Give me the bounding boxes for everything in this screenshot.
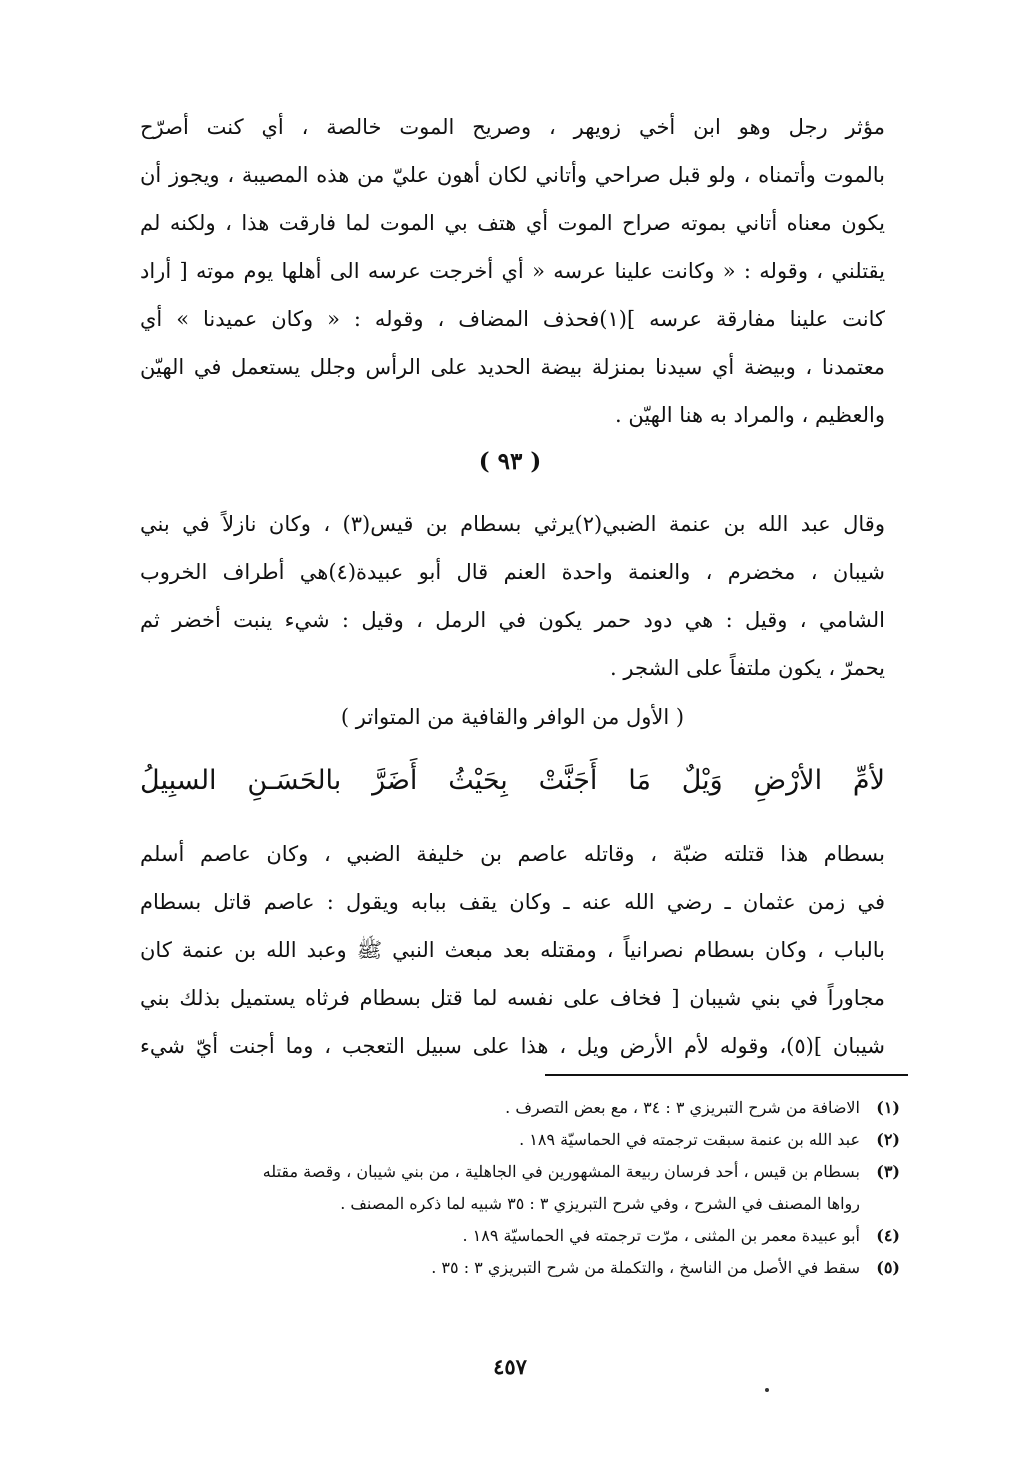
text-line: بالموت وأتمناه ، ولو قبل صراحي وأتاني لكان أهون عليّ من هذه المصيبة ، ويجوز أن <box>140 163 885 187</box>
footnote-text <box>140 1092 860 1124</box>
text-line: وقال عبد الله بن عنمة الضبي(٢)يرثي بسطام بن قيس(٣) ، وكان نازلاً في بني <box>140 512 885 536</box>
verse-word: الأرْضِ <box>753 765 823 796</box>
footnote-text <box>140 1252 860 1284</box>
verse-word: مَا <box>628 765 651 796</box>
footnote-text <box>140 1124 860 1156</box>
footnote-number: (٥) <box>876 1258 900 1277</box>
intro-paragraph <box>140 500 885 692</box>
footnote-number: (٢) <box>876 1130 900 1149</box>
print-mark <box>765 1388 769 1392</box>
text-line: بالباب ، وكان بسطام نصرانياً ، ومقتله بعد مبعث النبي ﷺ وعبد الله بن عنمة كان <box>140 938 885 962</box>
verse-word: السبِيلُ <box>140 765 217 796</box>
text-line: يكون معناه أتاني بموته صراح الموت أي هتف بي الموت لما فارقت هذا ، ولكنه لم <box>140 211 885 235</box>
meter-title: ( الأول من الوافر والقافية من المتواتر ) <box>340 705 685 729</box>
footnote-line: الاضافة من شرح التبريزي ٣ : ٣٤ ، مع بعض التصرف . <box>505 1098 860 1117</box>
verse-word: أَضَرَّ <box>372 765 418 796</box>
footnote <box>140 1124 900 1156</box>
footnote-line: سقط في الأصل من الناسخ ، والتكملة من شرح التبريزي ٣ : ٣٥ . <box>431 1258 860 1277</box>
text-line: يحمرّ ، يكون ملتفاً على الشجر . <box>610 656 885 680</box>
footnote <box>140 1156 900 1220</box>
footnote-number: (١) <box>876 1098 900 1117</box>
footnote-text <box>140 1220 860 1252</box>
page-number: ٤٥٧ <box>493 1354 527 1379</box>
text-line: معتمدنا ، وبيضة أي سيدنا بمنزلة بيضة الحديد على الرأس وجلل يستعمل في الهيّن <box>140 355 885 379</box>
text-line: شيبان ، مخضرم ، والعنمة واحدة العنم قال أبو عبيدة(٤)هي أطراف الخروب <box>140 560 885 584</box>
footnote-line: رواها المصنف في الشرح ، وفي شرح التبريزي ٣ : ٣٥ شبيه لما ذكره المصنف . <box>340 1194 860 1213</box>
text-line: يقتلني ، وقوله : « وكانت علينا عرسه « أي أخرجت عرسه الى أهلها يوم موته [ أراد <box>140 259 885 283</box>
text-line: الشامي ، وقيل : هي دود حمر يكون في الرمل ، وقيل : شيء ينبت أخضر ثم <box>140 608 885 632</box>
text-line: مجاوراً في بني شيبان [ فخاف على نفسه لما قتل بسطام فرثاه يستميل بذلك بني <box>140 986 885 1010</box>
footnote <box>140 1220 900 1252</box>
text-line: مؤثر رجل وهو ابن أخي زويهر ، وصريح الموت خالصة ، أي كنت أصرّح <box>140 115 885 139</box>
footnote-text <box>140 1156 860 1220</box>
footnote-divider <box>545 1074 908 1076</box>
poem-verse <box>140 765 885 796</box>
commentary-paragraph-1 <box>140 103 885 439</box>
text-line: بسطام هذا قتلته ضبّة ، وقاتله عاصم بن خليفة الضبي ، وكان عاصم أسلم <box>140 842 885 866</box>
footnote-number: (٣) <box>876 1162 900 1181</box>
footnote-line: عبد الله بن عنمة سبقت ترجمته في الحماسيّة ١٨٩ . <box>519 1130 860 1149</box>
verse-word: أَجَنَّتْ <box>538 765 598 796</box>
footnote-line: بسطام بن قيس ، أحد فرسان ربيعة المشهورين في الجاهلية ، من بني شيبان ، وقصة مقتله <box>262 1162 860 1181</box>
verse-word: بِحَيْثُ <box>448 765 508 796</box>
footnote <box>140 1252 900 1284</box>
text-line: والعظيم ، والمراد به هنا الهيّن . <box>615 403 885 427</box>
footnote-number: (٤) <box>876 1226 900 1245</box>
footnote <box>140 1092 900 1124</box>
commentary-paragraph-2 <box>140 830 885 1070</box>
verse-word: بالحَسَـنِ <box>247 765 342 796</box>
text-line: شيبان ](٥)، وقوله لأم الأرض ويل ، هذا على سبيل التعجب ، وما أجنت أيّ شيء <box>140 1034 885 1058</box>
verse-word: لأمِّ <box>852 765 885 796</box>
footnote-line: أبو عبيدة معمر بن المثنى ، مرّت ترجمته في الحماسيّة ١٨٩ . <box>462 1226 860 1245</box>
verse-word: وَيْلٌ <box>681 765 723 796</box>
text-line: في زمن عثمان ـ رضي الله عنه ـ وكان يقف ببابه ويقول : عاصم قاتل بسطام <box>140 890 885 914</box>
footnotes <box>140 1092 900 1284</box>
text-line: كانت علينا مفارقة عرسه ](١)فحذف المضاف ، وقوله : « وكان عميدنا » أي <box>140 307 885 331</box>
section-number: ( ٩٣ ) <box>478 448 542 475</box>
